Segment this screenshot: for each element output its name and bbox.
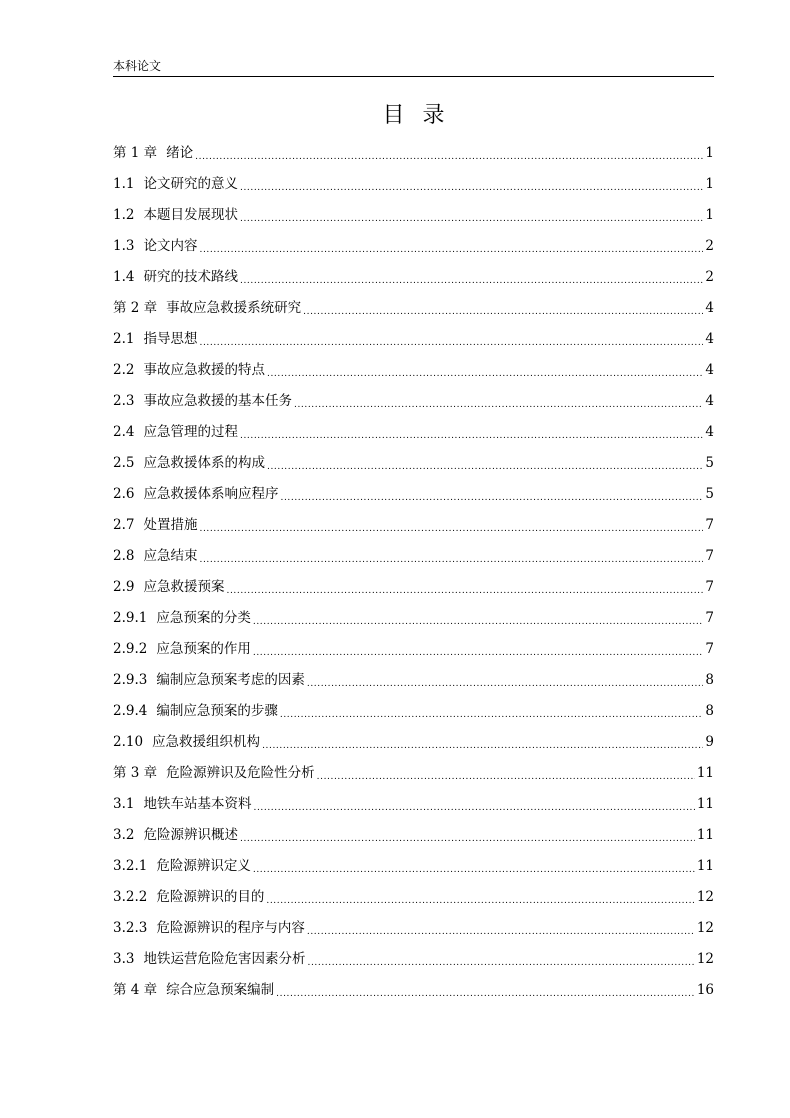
toc-entry-page: 12 bbox=[696, 920, 714, 936]
toc-entry-page: 4 bbox=[705, 362, 714, 378]
toc-entry-number: 第 4 章 bbox=[113, 982, 158, 998]
toc-entry-title: 地铁车站基本资料 bbox=[143, 796, 252, 812]
toc-entry-page: 5 bbox=[705, 455, 714, 471]
toc-entry-number: 1.1 bbox=[113, 176, 135, 192]
toc-entry-number: 2.9 bbox=[113, 579, 135, 595]
toc-entry-number: 2.8 bbox=[113, 548, 135, 564]
page-header bbox=[113, 58, 714, 77]
toc-entry-number: 2.5 bbox=[113, 455, 135, 471]
toc-dot-leader bbox=[294, 393, 703, 417]
toc-dot-leader bbox=[307, 672, 704, 696]
toc-entry[interactable] bbox=[113, 572, 714, 603]
toc-entry-number: 2.4 bbox=[113, 424, 135, 440]
toc-entry-title: 危险源辨识概述 bbox=[143, 827, 238, 843]
toc-entry[interactable] bbox=[113, 355, 714, 386]
toc-dot-leader bbox=[280, 486, 703, 510]
toc-entry[interactable] bbox=[113, 789, 714, 820]
toc-entry-number: 第 2 章 bbox=[113, 300, 158, 316]
toc-dot-leader bbox=[199, 548, 703, 572]
toc-entry[interactable] bbox=[113, 169, 714, 200]
table-of-contents bbox=[113, 138, 714, 1006]
toc-entry-number: 第 1 章 bbox=[113, 145, 158, 161]
toc-title: 目录 bbox=[382, 103, 463, 128]
toc-entry-title: 编制应急预案的步骤 bbox=[156, 703, 278, 719]
toc-entry-title: 应急救援预案 bbox=[143, 579, 225, 595]
toc-entry-title: 指导思想 bbox=[143, 331, 198, 347]
toc-entry-page: 1 bbox=[705, 207, 714, 223]
toc-entry-page: 7 bbox=[705, 548, 714, 564]
toc-entry-number: 1.2 bbox=[113, 207, 135, 223]
toc-dot-leader bbox=[253, 641, 704, 665]
toc-entry-number: 1.3 bbox=[113, 238, 135, 254]
toc-dot-leader bbox=[240, 269, 703, 293]
toc-entry[interactable] bbox=[113, 913, 714, 944]
toc-entry-title: 研究的技术路线 bbox=[143, 269, 238, 285]
toc-entry[interactable] bbox=[113, 975, 714, 1006]
toc-entry[interactable] bbox=[113, 758, 714, 789]
toc-entry-title: 地铁运营危险危害因素分析 bbox=[143, 951, 306, 967]
toc-entry-page: 9 bbox=[705, 734, 714, 750]
toc-entry-title: 危险源辨识的程序与内容 bbox=[156, 920, 305, 936]
toc-entry-title: 论文内容 bbox=[143, 238, 198, 254]
toc-entry-page: 11 bbox=[696, 858, 714, 874]
toc-entry[interactable] bbox=[113, 324, 714, 355]
toc-entry-title: 处置措施 bbox=[143, 517, 198, 533]
toc-dot-leader bbox=[307, 951, 694, 975]
toc-entry-page: 11 bbox=[696, 765, 714, 781]
toc-entry[interactable] bbox=[113, 386, 714, 417]
toc-entry[interactable] bbox=[113, 541, 714, 572]
toc-entry-page: 7 bbox=[705, 610, 714, 626]
toc-entry-page: 7 bbox=[705, 517, 714, 533]
toc-entry-page: 11 bbox=[696, 796, 714, 812]
toc-entry-page: 4 bbox=[705, 331, 714, 347]
toc-entry[interactable] bbox=[113, 603, 714, 634]
toc-entry-title: 绪论 bbox=[166, 145, 194, 161]
toc-entry[interactable] bbox=[113, 882, 714, 913]
toc-entry-page: 8 bbox=[705, 703, 714, 719]
toc-entry-number: 2.6 bbox=[113, 486, 135, 502]
toc-dot-leader bbox=[253, 610, 704, 634]
toc-entry-page: 4 bbox=[705, 300, 714, 316]
toc-entry[interactable] bbox=[113, 944, 714, 975]
toc-entry-page: 11 bbox=[696, 827, 714, 843]
toc-entry-page: 12 bbox=[696, 889, 714, 905]
toc-dot-leader bbox=[303, 300, 703, 324]
toc-entry-title: 综合应急预案编制 bbox=[166, 982, 275, 998]
toc-entry[interactable] bbox=[113, 696, 714, 727]
header-text: 本科论文 bbox=[113, 59, 162, 73]
toc-entry-title: 应急结束 bbox=[143, 548, 198, 564]
toc-entry-page: 4 bbox=[705, 424, 714, 440]
toc-entry[interactable] bbox=[113, 851, 714, 882]
toc-entry-number: 第 3 章 bbox=[113, 765, 158, 781]
toc-entry-page: 12 bbox=[696, 951, 714, 967]
toc-entry-page: 7 bbox=[705, 579, 714, 595]
toc-entry[interactable] bbox=[113, 231, 714, 262]
toc-entry[interactable] bbox=[113, 417, 714, 448]
toc-entry-page: 16 bbox=[696, 982, 714, 998]
toc-entry[interactable] bbox=[113, 820, 714, 851]
toc-entry[interactable] bbox=[113, 448, 714, 479]
toc-entry-title: 本题目发展现状 bbox=[143, 207, 238, 223]
toc-entry[interactable] bbox=[113, 262, 714, 293]
toc-entry-page: 2 bbox=[705, 238, 714, 254]
toc-entry-page: 5 bbox=[705, 486, 714, 502]
toc-entry-page: 8 bbox=[705, 672, 714, 688]
toc-dot-leader bbox=[253, 858, 695, 882]
toc-dot-leader bbox=[240, 207, 703, 231]
toc-entry-title: 编制应急预案考虑的因素 bbox=[156, 672, 305, 688]
toc-dot-leader bbox=[267, 455, 703, 479]
toc-entry-page: 7 bbox=[705, 641, 714, 657]
toc-entry-number: 2.2 bbox=[113, 362, 135, 378]
toc-entry-number: 3.2.3 bbox=[113, 920, 148, 936]
toc-dot-leader bbox=[266, 889, 694, 913]
toc-entry[interactable] bbox=[113, 665, 714, 696]
toc-entry-title: 论文研究的意义 bbox=[143, 176, 238, 192]
toc-entry-page: 2 bbox=[705, 269, 714, 285]
toc-entry-title: 应急救援体系响应程序 bbox=[143, 486, 279, 502]
toc-entry[interactable] bbox=[113, 479, 714, 510]
toc-entry[interactable] bbox=[113, 510, 714, 541]
toc-entry[interactable] bbox=[113, 634, 714, 665]
toc-dot-leader bbox=[226, 579, 703, 603]
toc-entry-number: 3.2.1 bbox=[113, 858, 148, 874]
toc-entry[interactable] bbox=[113, 200, 714, 231]
toc-entry-title: 应急救援组织机构 bbox=[152, 734, 261, 750]
toc-entry-page: 1 bbox=[705, 145, 714, 161]
toc-entry-number: 2.9.4 bbox=[113, 703, 148, 719]
toc-entry-title: 事故应急救援的特点 bbox=[143, 362, 265, 378]
toc-entry-title: 事故应急救援的基本任务 bbox=[143, 393, 292, 409]
toc-entry[interactable] bbox=[113, 727, 714, 758]
toc-dot-leader bbox=[240, 176, 703, 200]
toc-entry-title: 应急预案的分类 bbox=[156, 610, 251, 626]
toc-entry-number: 3.2.2 bbox=[113, 889, 148, 905]
toc-entry-number: 2.9.1 bbox=[113, 610, 148, 626]
toc-entry-number: 1.4 bbox=[113, 269, 135, 285]
toc-entry-title: 危险源辨识及危险性分析 bbox=[166, 765, 315, 781]
toc-entry-page: 1 bbox=[705, 176, 714, 192]
toc-entry-number: 2.7 bbox=[113, 517, 135, 533]
toc-entry-title: 危险源辨识的目的 bbox=[156, 889, 265, 905]
toc-entry-number: 2.1 bbox=[113, 331, 135, 347]
toc-dot-leader bbox=[240, 827, 695, 851]
toc-entry-number: 2.3 bbox=[113, 393, 135, 409]
toc-entry-title: 应急救援体系的构成 bbox=[143, 455, 265, 471]
toc-dot-leader bbox=[262, 734, 703, 758]
toc-dot-leader bbox=[267, 362, 703, 386]
toc-entry-title: 应急预案的作用 bbox=[156, 641, 251, 657]
toc-entry[interactable] bbox=[113, 293, 714, 324]
toc-dot-leader bbox=[240, 424, 703, 448]
toc-entry-number: 3.2 bbox=[113, 827, 135, 843]
toc-dot-leader bbox=[199, 331, 703, 355]
toc-dot-leader bbox=[199, 517, 703, 541]
toc-entry-number: 3.3 bbox=[113, 951, 135, 967]
toc-entry-page: 4 bbox=[705, 393, 714, 409]
toc-dot-leader bbox=[199, 238, 703, 262]
toc-dot-leader bbox=[317, 765, 695, 789]
toc-entry-number: 2.9.3 bbox=[113, 672, 148, 688]
toc-entry-title: 事故应急救援系统研究 bbox=[166, 300, 302, 316]
toc-entry-title: 应急管理的过程 bbox=[143, 424, 238, 440]
toc-dot-leader bbox=[195, 145, 703, 169]
toc-entry-number: 3.1 bbox=[113, 796, 135, 812]
toc-entry-number: 2.9.2 bbox=[113, 641, 148, 657]
toc-entry-number: 2.10 bbox=[113, 734, 144, 750]
toc-dot-leader bbox=[276, 982, 695, 1006]
toc-entry[interactable] bbox=[113, 138, 714, 169]
toc-entry-title: 危险源辨识定义 bbox=[156, 858, 251, 874]
toc-dot-leader bbox=[307, 920, 695, 944]
toc-dot-leader bbox=[280, 703, 704, 727]
toc-dot-leader bbox=[253, 796, 694, 820]
